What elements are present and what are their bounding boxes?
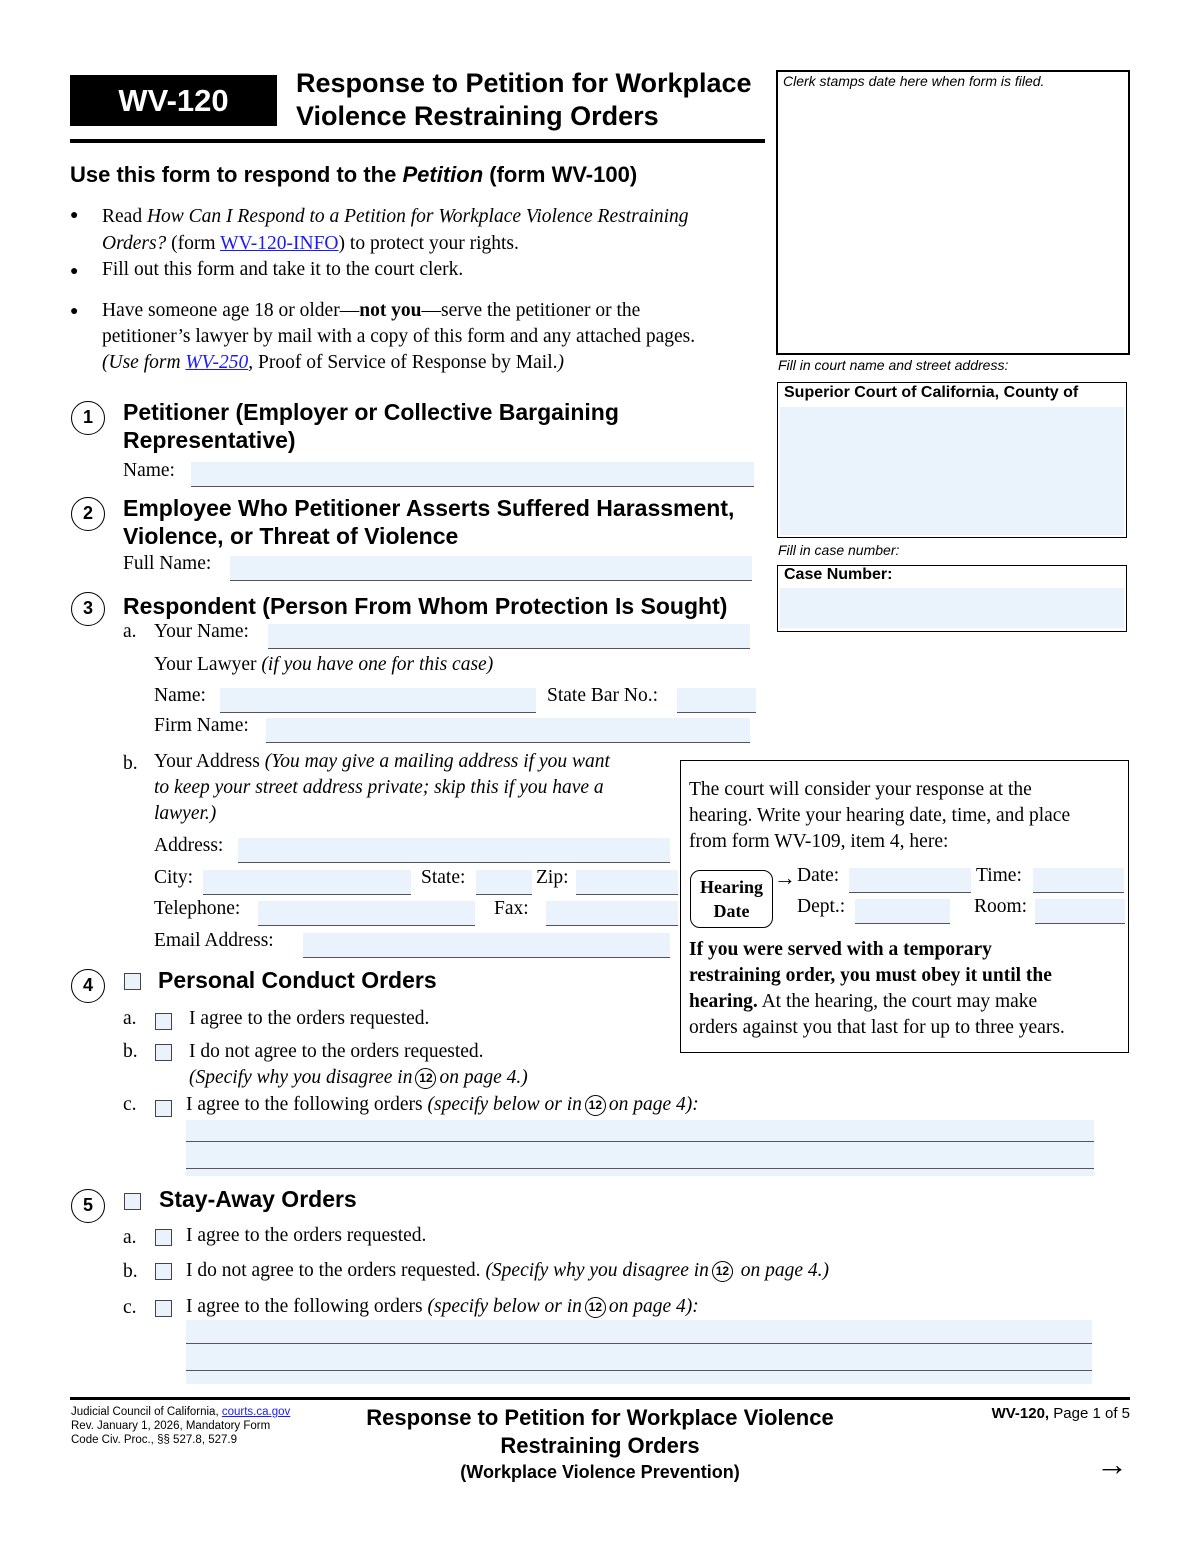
section-2-number: 2 [71,497,105,531]
telephone-label: Telephone: [154,898,241,919]
intro-b3-l3c: Proof of Service of Response by Mail. [253,352,558,373]
item-4c-line-2 [186,1168,1094,1169]
hearing-intro-l3: from form WV-109, item 4, here: [689,831,949,852]
item-5c-label: I agree to the following orders [186,1296,428,1317]
item-5c-specify-pre: (specify below or in [427,1296,582,1317]
address-field[interactable] [238,838,670,863]
tro-warning-l2: restraining order, you must obey it until the [689,965,1052,986]
item-4c-specify-pre: (specify below or in [427,1094,582,1115]
lawyer-label-text: Your Lawyer [154,654,262,675]
item-5c-orders-field[interactable] [186,1320,1092,1384]
clerk-stamp-box [776,70,1130,355]
section-1-number: 1 [71,401,105,435]
item-4a-text: I agree to the orders requested. [189,1008,430,1029]
hearing-dept-label: Dept.: [797,896,846,917]
lawyer-name-field[interactable] [220,688,536,713]
item-12-ref-icon: 12 [585,1297,606,1318]
zip-field[interactable] [576,870,678,895]
clerk-stamp-note: Clerk stamps date here when form is filed. [783,73,1045,89]
intro-heading-text: Use this form to respond to the [70,162,403,187]
section-5-title: Stay-Away Orders [159,1186,357,1212]
address-it-2: to keep your street address private; skip this if you have a [154,777,604,798]
intro-b1-italic: How Can I Respond to a Petition for Workplace Violence Restraining [146,206,689,227]
intro-b3-l3b: , [248,352,254,373]
footer-title-l2: Restraining Orders [500,1433,700,1458]
your-lawyer-label [154,654,493,676]
fax-label: Fax: [494,898,529,919]
state-bar-label: State Bar No.: [547,685,659,706]
item-4c-specify-post: on page 4): [608,1094,699,1115]
intro-b1-mid: (form [166,233,221,254]
intro-b3-post: —serve the petitioner or the [421,300,641,321]
footer-citation [71,1405,290,1447]
item-4b-text: I do not agree to the orders requested. [189,1041,484,1062]
hearing-room-field[interactable] [1035,899,1125,924]
item-5b-specify-pre: (Specify why you disagree in [485,1260,709,1281]
hearing-room-label: Room: [974,896,1028,917]
item-4b-specify [189,1067,528,1089]
email-field[interactable] [303,933,670,958]
item-5a-text: I agree to the orders requested. [186,1225,427,1246]
bullet-dot: ● [70,304,79,319]
section-1-title [123,398,619,454]
section-2-title-l1: Employee Who Petitioner Asserts Suffered Harassment, [123,495,735,521]
court-label: Superior Court of California, County of [784,384,1079,401]
email-label: Email Address: [154,930,274,951]
item-5b-letter: b. [123,1261,138,1282]
item-12-ref-icon: 12 [585,1095,606,1116]
state-label: State: [421,867,466,888]
item-4b-letter: b. [123,1041,138,1062]
footer-title-l1: Response to Petition for Workplace Violence [366,1405,834,1430]
petitioner-name-field[interactable] [191,462,754,487]
case-number-field[interactable] [780,588,1124,628]
state-bar-field[interactable] [677,688,756,713]
tro-warning-l3: At the hearing, the court may make [757,991,1038,1012]
item-5c-checkbox[interactable] [155,1300,172,1317]
intro-b3-l3d: ) [557,352,564,373]
footer-page-number: Page 1 of 5 [1049,1405,1130,1422]
intro-b3-pre: Have someone age 18 or older— [102,300,360,321]
intro-heading-post: (form WV-100) [483,162,638,187]
footer-rev: Rev. January 1, 2026, Mandatory Form [71,1420,271,1432]
item-4b-checkbox[interactable] [155,1044,172,1061]
section-1-title-l2: Representative) [123,427,296,453]
footer-page [930,1405,1130,1422]
item-5b-text [186,1260,829,1282]
form-title-line2: Violence Restraining Orders [296,101,659,131]
intro-heading-italic: Petition [402,162,484,187]
hearing-time-label: Time: [976,865,1022,886]
intro-b3-l3a: (Use form [102,352,186,373]
footer-code: Code Civ. Proc., §§ 527.8, 527.9 [71,1434,237,1446]
form-code-badge [70,75,277,126]
courts-link[interactable]: courts.ca.gov [221,1406,291,1418]
intro-heading [70,162,637,188]
section-3-title: Respondent (Person From Whom Protection Is Sought) [123,593,728,619]
form-title [296,67,766,133]
item-5c-line-2 [186,1370,1092,1371]
item-5b-checkbox[interactable] [155,1263,172,1280]
item-5c-text [186,1296,699,1318]
employee-name-label: Full Name: [123,553,212,574]
intro-bullet-2: Fill out this form and take it to the court clerk. [102,259,464,280]
hearing-date-field[interactable] [849,868,971,893]
employee-name-field[interactable] [230,556,752,581]
form-title-line1: Response to Petition for Workplace [296,68,752,98]
hearing-tag-l1: Hearing [700,877,763,897]
lawyer-name-label: Name: [154,685,206,706]
wv-120-info-link[interactable]: WV-120-INFO [220,233,339,254]
intro-b1-post: ) to protect your rights. [338,233,519,254]
footer-rule [70,1397,1130,1400]
court-note: Fill in court name and street address: [778,357,1009,373]
firm-name-label: Firm Name: [154,715,249,736]
tro-warning-l4: orders against you that last for up to three years. [689,1017,1065,1038]
item-4a-letter: a. [123,1008,137,1029]
section-2-title-l2: Violence, or Threat of Violence [123,523,459,549]
item-5a-checkbox[interactable] [155,1229,172,1246]
hearing-tag-l2: Date [713,901,750,921]
case-note: Fill in case number: [778,542,900,558]
tro-warning-l1: If you were served with a temporary [689,939,992,960]
address-label-text: Your Address [154,751,265,772]
case-label: Case Number: [784,566,893,583]
intro-b1-pre: Read [102,206,147,227]
footer-form-code: WV-120, [991,1405,1050,1422]
lawyer-label-italic: (if you have one for this case) [261,654,494,675]
footer-subtitle: (Workplace Violence Prevention) [460,1462,740,1482]
hearing-box [680,760,1129,1053]
intro-b3-line2: petitioner’s lawyer by mail with a copy of this form and any attached pages. [102,326,696,347]
item-4c-checkbox[interactable] [155,1100,172,1117]
item-5b-specify-post: on page 4.) [735,1260,830,1281]
item-5b-label: I do not agree to the orders requested. [186,1260,486,1281]
item-4a-checkbox[interactable] [155,1013,172,1030]
intro-b3-bold: not you [359,300,422,321]
city-label: City: [154,867,194,888]
wv-250-link[interactable]: WV-250 [185,352,249,373]
section-3-number: 3 [71,592,105,626]
section-5-checkbox[interactable] [124,1193,141,1210]
intro-bullet-3 [102,298,772,376]
arrow-icon: → [774,865,796,890]
hearing-dept-field[interactable] [855,899,950,924]
your-name-label: Your Name: [154,621,249,642]
fax-field[interactable] [546,901,678,926]
case-box [777,565,1127,632]
court-box [777,382,1127,538]
intro-b1-italic-2: Orders? [102,233,167,254]
item-5c-line-1 [186,1343,1092,1344]
form-code: WV-120 [118,83,229,118]
section-1-title-l1: Petitioner (Employer or Collective Bargaining [123,399,619,425]
section-2-title [123,494,734,550]
item-5c-letter: c. [123,1297,137,1318]
item-4b-specify-post: on page 4.) [439,1067,528,1088]
telephone-field[interactable] [258,901,475,926]
petitioner-name-label: Name: [123,460,175,481]
intro-bullet-1 [102,203,772,257]
item-4c-label: I agree to the following orders [186,1094,428,1115]
header-rule [70,139,765,143]
section-5-number: 5 [71,1189,105,1223]
state-field[interactable] [476,870,532,895]
hearing-intro-l1: The court will consider your response at the [689,779,1032,800]
your-name-field[interactable] [268,624,750,649]
section-4-title: Personal Conduct Orders [158,967,437,993]
section-4-checkbox[interactable] [124,973,141,990]
hearing-date-label: Date: [797,865,840,886]
address-label: Address: [154,835,224,856]
item-4c-text [186,1094,699,1116]
footer-title [300,1404,900,1484]
footer-org: Judicial Council of California, [71,1406,222,1418]
address-it-3: lawyer.) [154,803,217,824]
zip-label: Zip: [536,867,569,888]
item-5c-specify-post: on page 4): [608,1296,699,1317]
city-field[interactable] [203,870,411,895]
item-4c-line-1 [186,1141,1094,1142]
tro-warning-l3-bold: hearing. [689,991,758,1012]
bullet-dot: ● [70,208,79,223]
hearing-date-tag [690,870,773,928]
next-page-arrow-icon: → [1096,1446,1128,1482]
item-5a-letter: a. [123,1227,137,1248]
item-12-ref-icon: 12 [415,1068,436,1089]
item-4c-letter: c. [123,1094,137,1115]
your-address-instructions [154,749,674,827]
hearing-intro [689,777,1129,855]
tro-warning [689,937,1129,1041]
item-3b-letter: b. [123,753,138,774]
bullet-dot: ● [70,264,79,279]
hearing-intro-l2: hearing. Write your hearing date, time, and place [689,805,1071,826]
court-name-field[interactable] [780,407,1124,535]
address-it-1: (You may give a mailing address if you want [264,751,610,772]
item-3a-letter: a. [123,621,137,642]
item-4b-specify-pre: (Specify why you disagree in [189,1067,413,1088]
section-4-number: 4 [71,969,105,1003]
hearing-time-field[interactable] [1033,868,1124,893]
item-12-ref-icon: 12 [712,1261,733,1282]
firm-name-field[interactable] [266,718,750,743]
